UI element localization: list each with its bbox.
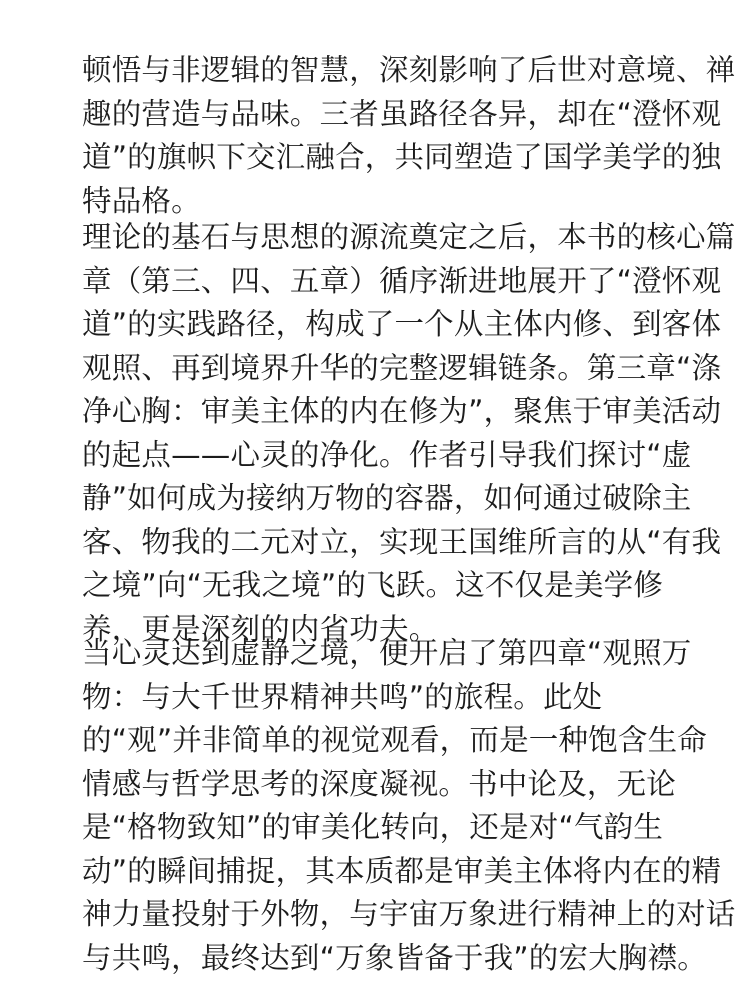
paragraph-2-line-7: 静”如何成为接纳万物的容器，如何通过破除主: [82, 481, 692, 515]
paragraph-2-line-10: 养，更是深刻的内省功夫。: [82, 611, 439, 646]
paragraph-3-line-5: 是“格物致知”的审美化转向，还是对“气韵生: [82, 810, 664, 844]
paragraph-2-line-4: 观照、再到境界升华的完整逻辑链条。第三章“涤: [82, 350, 722, 385]
paragraph-2-line-1: 理论的基石与思想的源流奠定之后，本书的核心篇: [82, 220, 736, 254]
paragraph-2-line-2: 章（第三、四、五章）循序渐进地展开了“澄怀观: [82, 263, 722, 298]
paragraph-2-line-6: 的起点——心灵的净化。作者引导我们探讨“虚: [82, 437, 692, 472]
paragraph-3-line-7: 神力量投射于外物，与宇宙万象进行精神上的对话: [82, 897, 736, 931]
paragraph-3-line-6: 动”的瞬间捕捉，其本质都是审美主体将内在的精: [82, 853, 722, 888]
paragraph-1-line-2: 趣的营造与品味。三者虽路径各异，却在“澄怀观: [82, 96, 722, 131]
paragraph-2-line-9: 之境”向“无我之境”的飞跃。这不仅是美学修: [82, 568, 664, 602]
paragraph-1-line-4: 特品格。: [82, 183, 201, 218]
paragraph-3-line-1: 当心灵达到虚静之境，便开启了第四章“观照万: [82, 636, 692, 670]
paragraph-3-line-3: 的“观”并非简单的视觉观看，而是一种饱含生命: [82, 723, 707, 757]
paragraph-2-line-3: 道”的实践路径，构成了一个从主体内修、到客体: [82, 307, 722, 341]
paragraph-1-line-3: 道”的旗帜下交汇融合，共同塑造了国学美学的独: [82, 140, 722, 174]
paragraph-1-line-1: 顿悟与非逻辑的智慧，深刻影响了后世对意境、禅: [82, 53, 736, 87]
paragraph-3-line-8: 与共鸣，最终达到“万象皆备于我”的宏大胸襟。: [82, 940, 707, 975]
paragraph-3-line-4: 情感与哲学思考的深度凝视。书中论及，无论: [82, 766, 677, 801]
paragraph-3-line-2: 物：与大千世界精神共鸣”的旅程。此处: [82, 679, 603, 714]
paragraph-2-line-8: 客、物我的二元对立，实现王国维所言的从“有我: [82, 524, 722, 559]
paragraph-2-line-5: 净心胸：审美主体的内在修为”，聚焦于审美活动: [82, 394, 722, 428]
